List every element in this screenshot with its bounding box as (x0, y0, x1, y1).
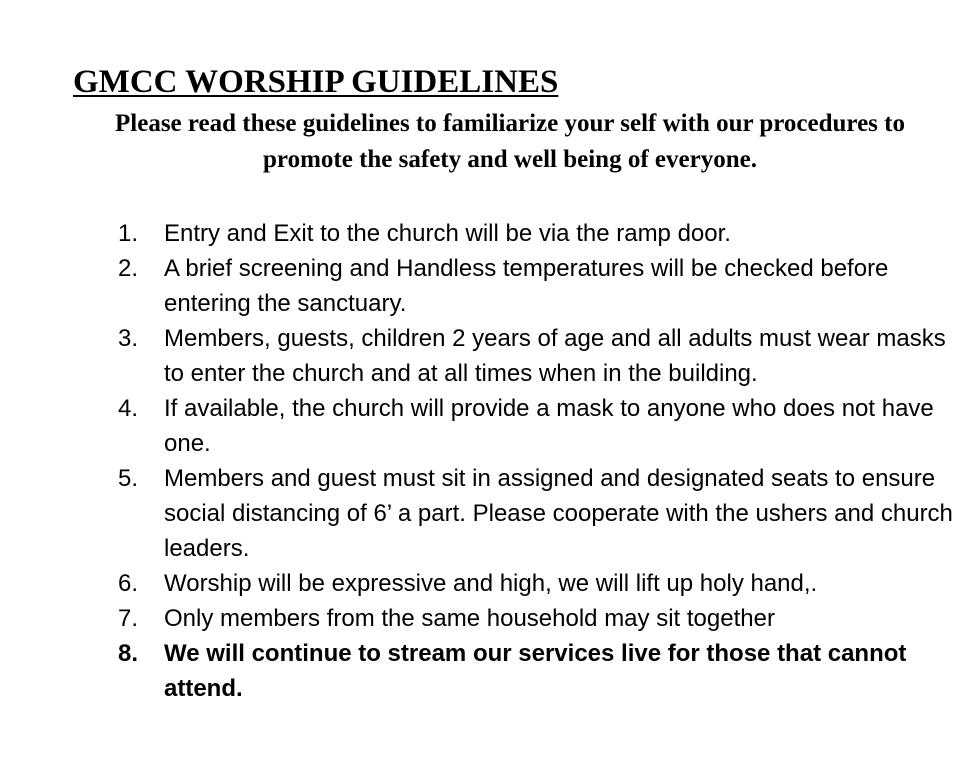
list-item-text: We will continue to stream our services live for those that cannot attend. (164, 640, 907, 702)
list-item (118, 321, 958, 391)
list-item-number: 7. (118, 605, 139, 632)
list-item-number: 1. (118, 220, 139, 247)
guidelines-list (118, 216, 958, 706)
list-item-number: 6. (118, 570, 139, 597)
list-item (118, 216, 958, 251)
list-item-number: 3. (118, 325, 139, 352)
list-item (118, 391, 958, 461)
list-item-number: 4. (118, 395, 139, 422)
list-item-text: A brief screening and Handless temperatures will be checked before entering the sanctuary. (164, 255, 889, 317)
list-item (118, 566, 958, 601)
intro-paragraph: Please read these guidelines to familiarize your self with our procedures to promote the safety and well being of everyone. (115, 110, 905, 173)
page-title: GMCC WORSHIP GUIDELINES (73, 64, 559, 100)
list-item-text: Only members from the same household may sit together (164, 605, 775, 632)
list-item (118, 461, 958, 566)
list-item (118, 251, 958, 321)
list-item-number: 8. (118, 640, 139, 667)
list-item-text: Worship will be expressive and high, we will lift up holy hand,. (164, 570, 818, 597)
list-item-number: 5. (118, 465, 139, 492)
list-item-text: Members and guest must sit in assigned and designated seats to ensure social distancing of 6’ a part. Please cooperate with the ushers and church leaders. (164, 465, 953, 562)
list-item-text: Members, guests, children 2 years of age and all adults must wear masks to enter the church and at all times when in the building. (164, 325, 946, 387)
list-item (118, 636, 958, 706)
list-item (118, 601, 958, 636)
list-item-text: Entry and Exit to the church will be via the ramp door. (164, 220, 731, 247)
list-item-number: 2. (118, 255, 139, 282)
list-item-text: If available, the church will provide a mask to anyone who does not have one. (164, 395, 934, 457)
